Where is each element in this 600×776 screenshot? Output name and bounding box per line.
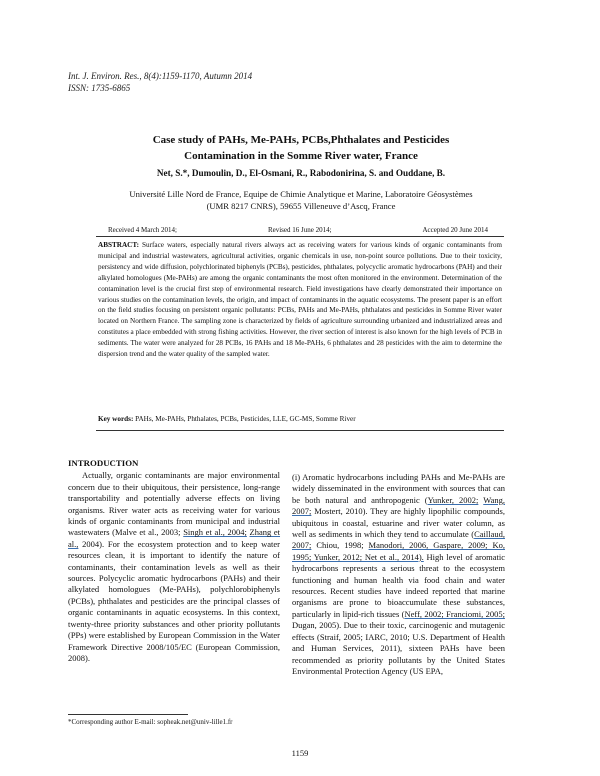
citation-link[interactable]: Yunker, 2002; xyxy=(427,494,479,505)
abstract-label: ABSTRACT: xyxy=(98,241,140,249)
citation-link[interactable]: Caillaud, 2007; xyxy=(292,529,505,551)
abstract-bottom-rule xyxy=(96,430,504,431)
citation-link[interactable]: Wang, 2007; xyxy=(292,494,505,517)
journal-citation: Int. J. Environ. Res., 8(4):1159-1170, Autumn 2014 xyxy=(68,71,253,81)
footnote: *Corresponding author E-mail: sopheak.net@univ-lille1.fr xyxy=(68,718,233,726)
paper-title xyxy=(60,132,542,164)
received-date: Received 4 March 2014; xyxy=(108,226,178,234)
citation-link[interactable]: Neff, 2002; Franciomi, 2005; xyxy=(404,608,505,619)
page-number: 1159 xyxy=(291,748,309,758)
abstract-top-rule xyxy=(96,236,504,237)
citation-link[interactable]: Zhang et al., xyxy=(68,527,281,549)
accepted-date: Accepted 20 June 2014 xyxy=(422,226,488,234)
citation-link[interactable]: Singh et al., 2004; xyxy=(183,527,247,538)
keywords xyxy=(98,415,502,423)
intro-paragraph: Actually, organic contaminants are major environmental concern due to their ubiquitous, their persistence, long-range transportability and potentially adverse effects on living organisms. River water acts as receiving water for various kinds of organic contaminants from municipal and industrial wastewaters (Malve et al., 2003; Singh et al., 2004; Zhang et al., 2004). For the ecosystem protection and to keep water resources clean, it is important to identify the nature of contaminants, their contamination levels as well as their sources. Polycyclic aromatic hydrocarbons (PAHs) and their alkylated homologues (Me-PAHs), polychlorobiphenyls (PCBs), phthalates and pesticides are the principal classes of organic contaminants in aquatic ecosystems. In this context, twenty-three priority substances and other priority pollutants (PPs) were established by European Commission in the Water Framework Directive 2008/105/EC (European Commission, 2008). xyxy=(68,470,281,663)
affiliation-line-1: Université Lille Nord de France, Equipe de Chimie Analytique et Marine, Laboratoire Géosystèmes xyxy=(129,189,473,199)
journal-header xyxy=(68,70,252,94)
intro-heading: INTRODUCTION xyxy=(68,458,139,468)
citation-link[interactable]: Manodori, 2006, Gaspare, 2009; Ko, 1995; Yunker, 2012; Net et al., 2014). xyxy=(292,540,506,562)
keywords-label: Key words: xyxy=(98,415,134,423)
right-column xyxy=(292,472,505,677)
revised-date: Revised 16 June 2014; xyxy=(267,226,332,234)
title-line-1: Case study of PAHs, Me-PAHs, PCBs,Phthalates and Pesticides xyxy=(152,134,450,146)
title-line-2: Contamination in the Somme River water, France xyxy=(184,150,418,162)
aromatic-paragraph: (i) Aromatic hydrocarbons including PAHs and Me-PAHs are widely disseminated in the environment with sources that can be both natural and anthropogenic (Yunker, 2002; Wang, 2007; Mostert, 2010). They are highly lipophilic compounds, ubiquitous in coastal, estuarine and river water column, as well as sediments in which they tend to accumulate (Caillaud, 2007; Chiou, 1998; Manodori, 2006, Gaspare, 2009; Ko, 1995; Yunker, 2012; Net et al., 2014). High level of aromatic hydrocarbons represents a serious threat to the ecosystem functioning and human health via food chain and water resources. Recent studies have indeed reported that marine organisms are prone to bioaccumulate these substances, particularly in lipid-rich tissues (Neff, 2002; Franciomi, 2005; Dugan, 2005). Due to their toxic, carcinogenic and mutagenic effects (Straif, 2005; IARC, 2010; U.S. Department of Health and Human Services, 2011), sixteen PAHs have been recommended as priority pollutants by the United States Environmental Protection Agency (US EPA, xyxy=(292,472,506,676)
left-column xyxy=(68,458,280,664)
abstract-text: Surface waters, especially natural rivers always act as receiving waters for various kinds of organic contaminants from municipal and industrial wastewaters, agricultural activities, organic chemicals in use, non-point source pollutions. Due to their toxicity, persistency and wide diffusion, polychlorinated biphenyls (PCBs), pesticides, phthalates, polycyclic aromatic hydrocarbons (PAH) and their alkylated homologues (Me-PAHs) are among the organic contaminants the most often monitored in the environment. Determination of the contamination level is the crucial first step of environmental research. Field investigations have clearly demonstrated their importance on various studies on the contamination levels, the origin, and impact of contaminants in the aquatic ecosystems. The present paper is an effort on the field studies focusing on persistent organic pollutants: PCBs, PAHs and Me-PAHs, phthalates and pesticides in Somme River water located on Northern France. The sampling zone is characterized by fields of agriculture surrounding urbanized and industrialized areas and constitutes a place embedded with strong fishing activities. However, the river section of interest is also known for the high levels of PCB in sediments. The water were analyzed for 28 PCBs, 16 PAHs and 18 Me-PAHs, 6 phthalates and 28 pesticides with the aim to determine the dispersion trend and the water quality of the sampled water. xyxy=(98,241,503,359)
affiliation-line-2: (UMR 8217 CNRS), 59655 Villeneuve d’Ascq, France xyxy=(206,201,396,211)
dates-row xyxy=(108,226,488,234)
journal-issn: ISSN: 1735-6865 xyxy=(68,83,131,93)
footnote-rule xyxy=(68,714,188,715)
authors: Net, S.*, Dumoulin, D., El-Osmani, R., Rabodonirina, S. and Ouddane, B. xyxy=(156,168,446,178)
keywords-text: PAHs, Me-PAHs, Phthalates, PCBs, Pesticides, LLE, GC-MS, Somme River xyxy=(135,415,356,423)
abstract xyxy=(98,240,502,360)
affiliation xyxy=(100,188,502,212)
